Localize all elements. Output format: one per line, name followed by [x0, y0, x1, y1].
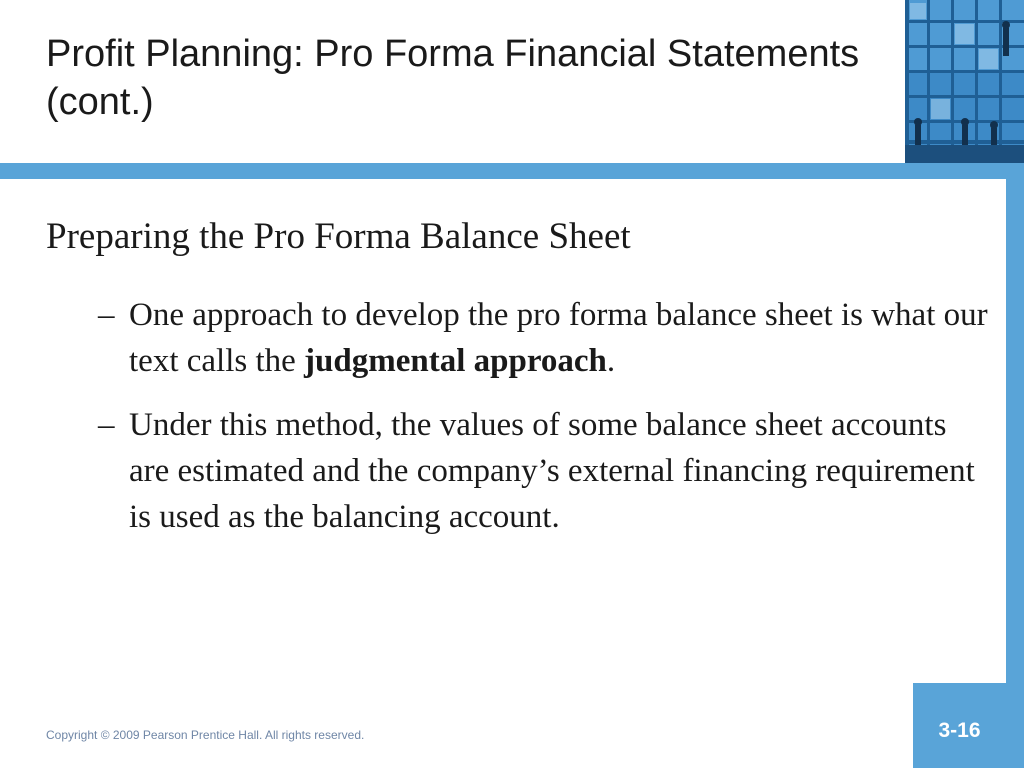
dash-marker: –: [98, 297, 115, 333]
right-edge-band: [1006, 179, 1024, 768]
slide-title: Profit Planning: Pro Forma Financial Statements (cont.): [46, 33, 860, 123]
dash-marker: –: [98, 407, 115, 443]
slide-number-box: [913, 683, 1006, 768]
bullet-text: One approach to develop the pro forma balance sheet is what our text calls the: [129, 297, 988, 379]
bullet-text: Under this method, the values of some balance sheet accounts are estimated and the company’s external financing requirement is used as the balancing account.: [129, 407, 975, 535]
bold-term: judgmental approach: [304, 343, 607, 379]
main-heading: Preparing the Pro Forma Balance Sheet: [46, 216, 631, 257]
header-photo: [905, 0, 1024, 163]
bullet-item: [96, 292, 991, 384]
bullet-item: [96, 402, 991, 540]
copyright-notice: Copyright © 2009 Pearson Prentice Hall. All rights reserved.: [46, 728, 365, 742]
header-divider-band: [0, 163, 1024, 179]
bullet-text-end: .: [606, 343, 616, 379]
bullet-list: [96, 292, 991, 558]
slide-number: 3-16: [938, 719, 981, 742]
